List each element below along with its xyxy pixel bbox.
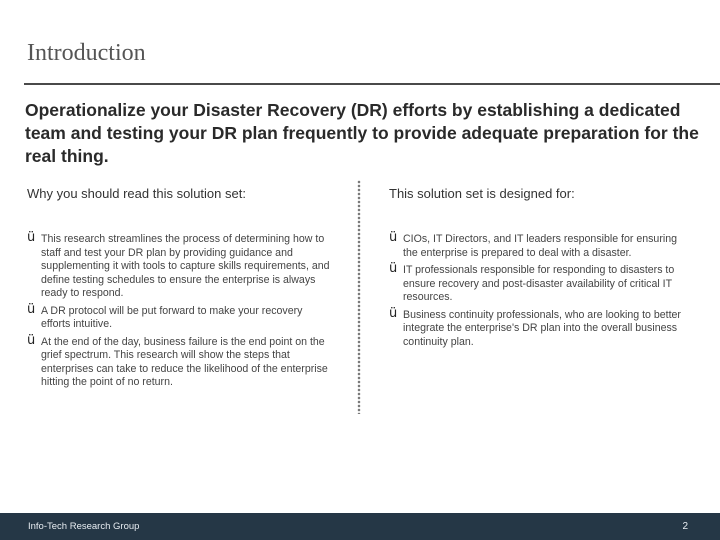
list-item: [27, 332, 332, 390]
bullet-text: IT professionals responsible for responding to disasters to ensure recovery and post-disaster availability of critical IT resources.: [403, 264, 675, 303]
list-item: [27, 301, 332, 332]
footer-bar: [0, 513, 720, 540]
checkmark-icon: ü: [389, 230, 398, 245]
dotted-column-divider: [357, 180, 361, 414]
bullet-text: At the end of the day, business failure is the end point on the grief spectrum. This research will show the steps that enterprises can take to reduce the likelihood of the enterprise hitting the point of no return.: [41, 335, 328, 388]
checkmark-icon: ü: [389, 305, 398, 321]
slide-headline: Operationalize your Disaster Recovery (DR) efforts by establishing a dedicated team and testing your DR plan frequently to provide adequate preparation for the real thing.: [25, 100, 699, 166]
slide-title: Introduction: [27, 40, 146, 66]
bullet-text: Business continuity professionals, who are looking to better integrate the enterprise's DR plan into the overall business continuity plan.: [403, 308, 681, 348]
bullet-text: A DR protocol will be put forward to make your recovery efforts intuitive.: [41, 304, 303, 330]
title-rule: [24, 83, 720, 85]
checkmark-icon: ü: [27, 230, 36, 245]
checkmark-icon: ü: [389, 261, 398, 276]
list-item: [389, 230, 689, 260]
checkmark-icon: ü: [27, 301, 36, 317]
left-column-heading: Why you should read this solution set:: [27, 186, 246, 201]
checkmark-icon: ü: [27, 332, 36, 348]
right-column: [389, 186, 689, 353]
list-item: [389, 305, 689, 350]
list-item: [389, 261, 689, 305]
footer-organization: Info-Tech Research Group: [28, 521, 140, 532]
left-bullet-list: [27, 230, 332, 390]
list-item: [27, 230, 332, 301]
bullet-text: This research streamlines the process of determining how to staff and test your DR plan by providing guidance and supplementing it with tools to capture skills requirements, and define testing schedules to ensure the enterprise is always ready to respond.: [41, 233, 330, 299]
page-number: 2: [682, 521, 688, 532]
bullet-text: CIOs, IT Directors, and IT leaders responsible for ensuring the enterprise is prepared to deal with a disaster.: [403, 233, 677, 259]
left-column: [27, 186, 332, 394]
right-bullet-list: [389, 230, 689, 349]
right-column-heading: This solution set is designed for:: [389, 186, 575, 201]
